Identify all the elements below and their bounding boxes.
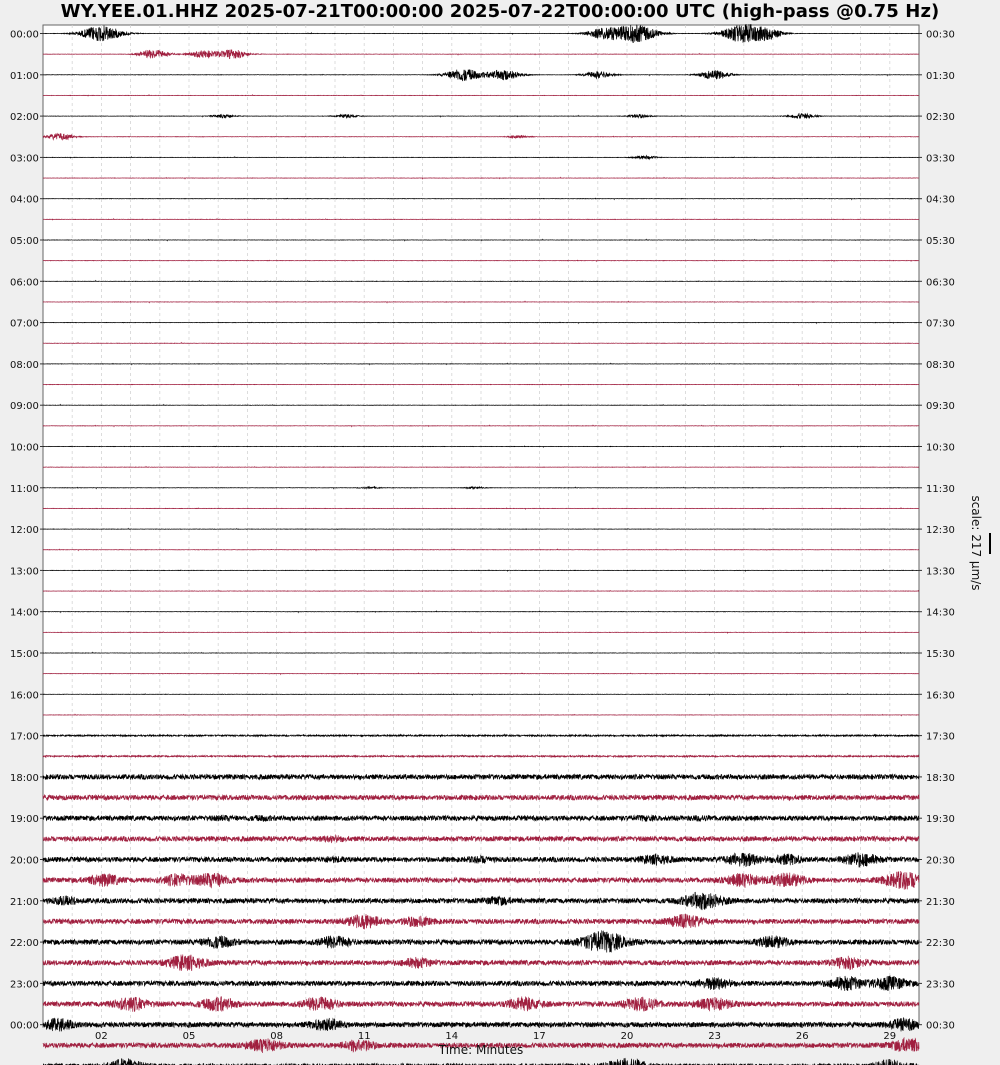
right-time-label: 17:30 xyxy=(926,731,955,743)
right-time-label: 12:30 xyxy=(926,525,955,537)
right-time-label: 00:30 xyxy=(926,1020,955,1032)
x-tick-label: 20 xyxy=(620,1031,634,1042)
left-time-label: 21:00 xyxy=(10,896,39,908)
right-time-label: 22:30 xyxy=(926,938,955,950)
right-time-label: 13:30 xyxy=(926,566,955,578)
x-tick-label: 02 xyxy=(95,1031,108,1042)
right-time-label: 10:30 xyxy=(926,442,955,454)
right-time-label: 15:30 xyxy=(926,649,955,660)
left-time-label: 08:00 xyxy=(10,359,39,371)
right-time-label: 00:30 xyxy=(926,29,955,41)
x-tick-label: 08 xyxy=(270,1031,283,1042)
left-time-label: 15:00 xyxy=(10,649,39,660)
left-time-label: 19:00 xyxy=(10,814,39,826)
left-time-label: 04:00 xyxy=(10,194,39,206)
right-time-label: 21:30 xyxy=(926,896,955,908)
left-time-label: 13:00 xyxy=(10,566,39,578)
right-time-label: 06:30 xyxy=(926,277,955,289)
left-time-label: 01:00 xyxy=(10,70,39,82)
left-time-label: 05:00 xyxy=(10,236,39,247)
left-time-labels xyxy=(10,30,43,1032)
x-tick-label: 26 xyxy=(795,1031,809,1042)
right-time-label: 18:30 xyxy=(926,772,955,784)
left-time-label: 00:00 xyxy=(10,29,39,41)
x-tick-label: 14 xyxy=(445,1031,459,1042)
left-time-label: 10:00 xyxy=(10,442,39,454)
right-time-label: 03:30 xyxy=(926,153,955,165)
left-time-label: 14:00 xyxy=(10,607,39,619)
scale-label: scale: 217 μm/s xyxy=(969,495,983,591)
left-time-label: 20:00 xyxy=(10,855,39,867)
left-time-label: 22:00 xyxy=(10,938,39,950)
right-time-label: 20:30 xyxy=(926,855,955,867)
x-tick-label: 11 xyxy=(357,1031,371,1042)
left-time-label: 09:00 xyxy=(10,401,39,413)
scale-bar xyxy=(989,533,991,554)
right-time-label: 04:30 xyxy=(926,194,955,206)
right-time-label: 16:30 xyxy=(926,690,955,702)
left-time-label: 02:00 xyxy=(10,112,39,124)
chart-title: WY.YEE.01.HHZ 2025-07-21T00:00:00 2025-07-22T00:00:00 UTC (high-pass @0.75 Hz) xyxy=(60,1,940,22)
right-time-label: 07:30 xyxy=(926,318,955,330)
left-time-label: 03:00 xyxy=(10,153,39,165)
right-time-label: 14:30 xyxy=(926,607,955,619)
left-time-label: 07:00 xyxy=(10,318,39,330)
x-tick-label: 17 xyxy=(533,1031,546,1042)
right-time-label: 19:30 xyxy=(926,814,955,826)
left-time-label: 16:00 xyxy=(10,690,39,702)
x-axis-label: Time: Minutes xyxy=(438,1043,524,1057)
right-time-label: 02:30 xyxy=(926,112,955,124)
left-time-label: 11:00 xyxy=(10,483,39,495)
right-time-label: 01:30 xyxy=(926,70,955,82)
right-time-label: 08:30 xyxy=(926,359,955,371)
right-time-label: 05:30 xyxy=(926,236,955,247)
right-time-label: 09:30 xyxy=(926,401,955,413)
left-time-label: 23:00 xyxy=(10,979,39,991)
x-tick-label: 23 xyxy=(708,1031,721,1042)
x-axis-ticks xyxy=(95,1024,896,1042)
trace-line xyxy=(43,1058,919,1065)
x-tick-label: 29 xyxy=(883,1031,897,1042)
right-time-label: 23:30 xyxy=(926,979,955,991)
right-time-label: 11:30 xyxy=(926,483,955,495)
left-time-label: 12:00 xyxy=(10,525,39,537)
left-time-label: 17:00 xyxy=(10,731,39,743)
left-time-label: 00:00 xyxy=(10,1020,39,1032)
left-time-label: 06:00 xyxy=(10,277,39,289)
left-time-label: 18:00 xyxy=(10,772,39,784)
x-tick-label: 05 xyxy=(182,1031,196,1042)
right-time-labels xyxy=(919,30,955,1032)
